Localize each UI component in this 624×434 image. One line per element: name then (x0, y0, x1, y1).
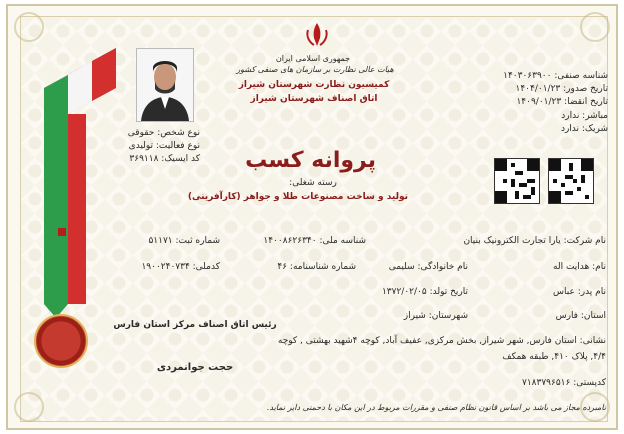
last-name: نام خانوادگی: سلیمی (388, 262, 468, 272)
isic-code: کد ایسیک: ۳۶۹۱۱۸ (129, 154, 200, 164)
council-text: هیات عالی نظارت بر سازمان های صنفی کشور (236, 65, 394, 74)
father-name: نام پدر: عباس (553, 287, 606, 297)
license-title: پروانه کسب (245, 148, 376, 173)
signatory-name: حجت جوانمردی (156, 362, 234, 373)
official-seal (34, 314, 88, 368)
guild-id: شناسه صنفی: ۱۴۰۳۰۶۳۹۰۰ (503, 71, 608, 81)
partner-status: شریک: ندارد (560, 124, 608, 134)
id-number: شماره شناسنامه: ۴۶ (277, 262, 356, 272)
republic-text: جمهوری اسلامی ایران (275, 54, 351, 63)
company-name: نام شرکت: یارا تجارت الکترونیک بنیان (463, 236, 606, 246)
applicant-photo (136, 48, 194, 122)
city: شهرستان: شیراز (403, 311, 468, 321)
operator-status: مباشر: ندارد (561, 111, 608, 121)
footer-note: نامبرده مجاز می باشد بر اساس قانون نظام صنفی و مقررات مربوط در این مکان با دحمنی دایر نماید. (266, 403, 606, 412)
corner-ornament (14, 392, 44, 422)
national-code: کدملی: ۱۹۰۰۲۴۰۷۳۴ (141, 262, 220, 272)
address-line-1: نشانی: استان فارس, شهر شیراز, بخش مرکزی, عفیف آباد, کوچه ۴شهید بهشتی , کوچه (277, 336, 606, 346)
signatory-role: رئیس اتاق اصناف مرکز استان فارس (113, 320, 277, 330)
corner-ornament (580, 12, 610, 42)
issue-date: تاریخ صدور: ۱۴۰۴/۰۱/۲۳ (515, 84, 608, 94)
province: استان: فارس (555, 311, 606, 321)
job-field-value: تولید و ساخت مصنوعات طلا و جواهر (کارآفرینی) (187, 192, 408, 202)
commission-title: کمیسیون نظارت شهرستان شیراز (238, 80, 390, 90)
qr-code-icon (548, 158, 594, 204)
person-type: نوع شخص: حقوقی (127, 128, 200, 138)
flag-ribbon (44, 48, 116, 318)
iran-emblem-icon (302, 20, 332, 50)
first-name: نام: هدایت اله (553, 262, 606, 272)
job-field-label: رسته شغلی: (289, 178, 337, 188)
postal-code: کدپستی: ۷۱۸۳۷۹۶۵۱۶ (522, 378, 606, 388)
qr-code-icon (494, 158, 540, 204)
activity-type: نوع فعالیت: تولیدی (128, 141, 200, 151)
expiry-date: تاریخ انقضا: ۱۴۰۹/۰۱/۲۳ (516, 97, 608, 107)
corner-ornament (14, 12, 44, 42)
chamber-title: اتاق اصناف شهرستان شیراز (250, 94, 378, 104)
birth-date: تاریخ تولد: ۱۳۷۲/۰۲/۰۵ (381, 287, 468, 297)
address-line-2: ۴/۴, پلاک ۴۱۰, طبقه همکف (502, 352, 606, 362)
national-id: شناسه ملی: ۱۴۰۰۸۶۲۶۳۴۰ (263, 236, 366, 246)
registration-number: شماره ثبت: ۵۱۱۷۱ (148, 236, 220, 246)
